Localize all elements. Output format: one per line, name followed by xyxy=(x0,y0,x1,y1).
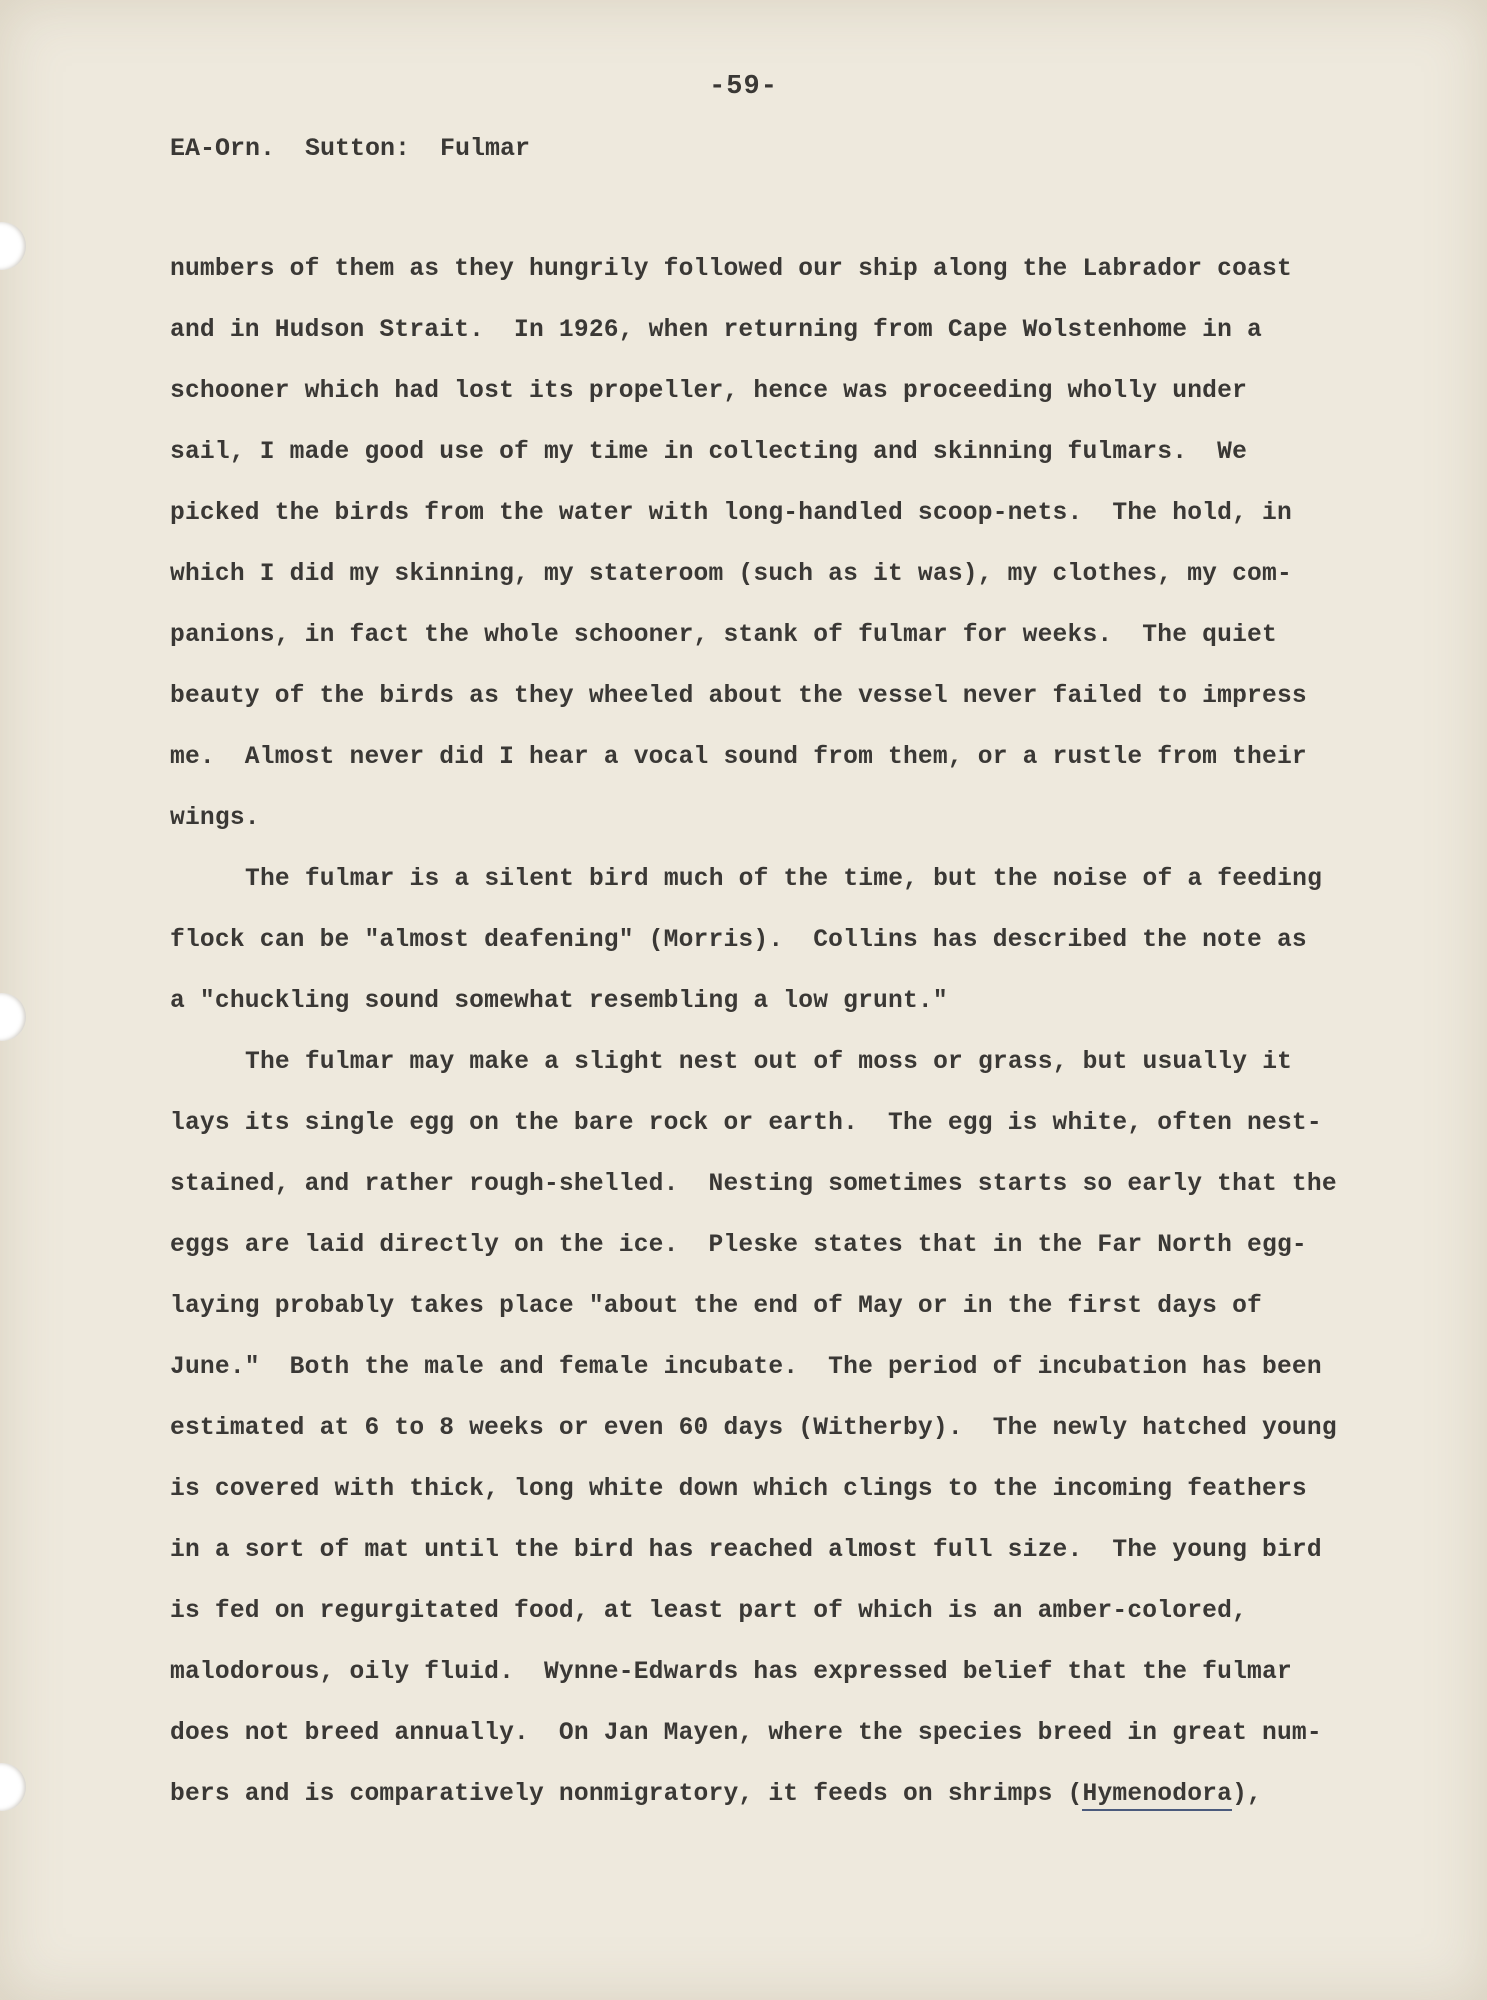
body-text xyxy=(170,250,1370,1836)
text-line: June." Both the male and female incubate. The period of incubation has been xyxy=(170,1354,1322,1381)
text-line: picked the birds from the water with long-handled scoop-nets. The hold, in xyxy=(170,500,1292,527)
text-line: lays its single egg on the bare rock or earth. The egg is white, often nest- xyxy=(170,1110,1322,1137)
text-line: beauty of the birds as they wheeled about the vessel never failed to impress xyxy=(170,683,1307,710)
text-line: eggs are laid directly on the ice. Pleske states that in the Far North egg- xyxy=(170,1232,1307,1259)
text-line: stained, and rather rough-shelled. Nesting sometimes starts so early that the xyxy=(170,1171,1337,1198)
punch-hole xyxy=(0,1763,26,1811)
text-line: malodorous, oily fluid. Wynne-Edwards has expressed belief that the fulmar xyxy=(170,1659,1292,1686)
text-line: schooner which had lost its propeller, hence was proceeding wholly under xyxy=(170,378,1248,405)
text-line: and in Hudson Strait. In 1926, when returning from Cape Wolstenhome in a xyxy=(170,317,1262,344)
text-segment: bers and is comparatively nonmigratory, it feeds on shrimps ( xyxy=(170,1781,1083,1808)
text-line: estimated at 6 to 8 weeks or even 60 days (Witherby). The newly hatched young xyxy=(170,1415,1337,1442)
text-line: laying probably takes place "about the end of May or in the first days of xyxy=(170,1293,1262,1320)
text-line: which I did my skinning, my stateroom (such as it was), my clothes, my com- xyxy=(170,561,1292,588)
text-line: in a sort of mat until the bird has reached almost full size. The young bird xyxy=(170,1537,1322,1564)
text-line: is covered with thick, long white down which clings to the incoming feathers xyxy=(170,1476,1307,1503)
underlined-genus-name: Hymenodora xyxy=(1082,1781,1232,1811)
punch-hole xyxy=(0,993,26,1041)
text-line: The fulmar is a silent bird much of the time, but the noise of a feeding xyxy=(245,866,1323,893)
text-line: flock can be "almost deafening" (Morris). Collins has described the note as xyxy=(170,927,1307,954)
punch-hole xyxy=(0,222,26,270)
running-heading: EA-Orn. Sutton: Fulmar xyxy=(170,134,531,163)
text-line: The fulmar may make a slight nest out of moss or grass, but usually it xyxy=(245,1049,1293,1076)
last-text-line xyxy=(170,1775,1370,1836)
text-line: is fed on regurgitated food, at least part of which is an amber-colored, xyxy=(170,1598,1248,1625)
text-line: wings. xyxy=(170,805,260,832)
text-line: does not breed annually. On Jan Mayen, where the species breed in great num- xyxy=(170,1720,1322,1747)
text-line: sail, I made good use of my time in collecting and skinning fulmars. We xyxy=(170,439,1248,466)
text-line: a "chuckling sound somewhat resembling a low grunt." xyxy=(170,988,948,1015)
text-line: me. Almost never did I hear a vocal sound from them, or a rustle from their xyxy=(170,744,1307,771)
text-line: panions, in fact the whole schooner, stank of fulmar for weeks. The quiet xyxy=(170,622,1277,649)
text-segment: ), xyxy=(1232,1781,1262,1808)
page-number: -59- xyxy=(709,72,778,102)
text-line: numbers of them as they hungrily followed our ship along the Labrador coast xyxy=(170,256,1292,283)
